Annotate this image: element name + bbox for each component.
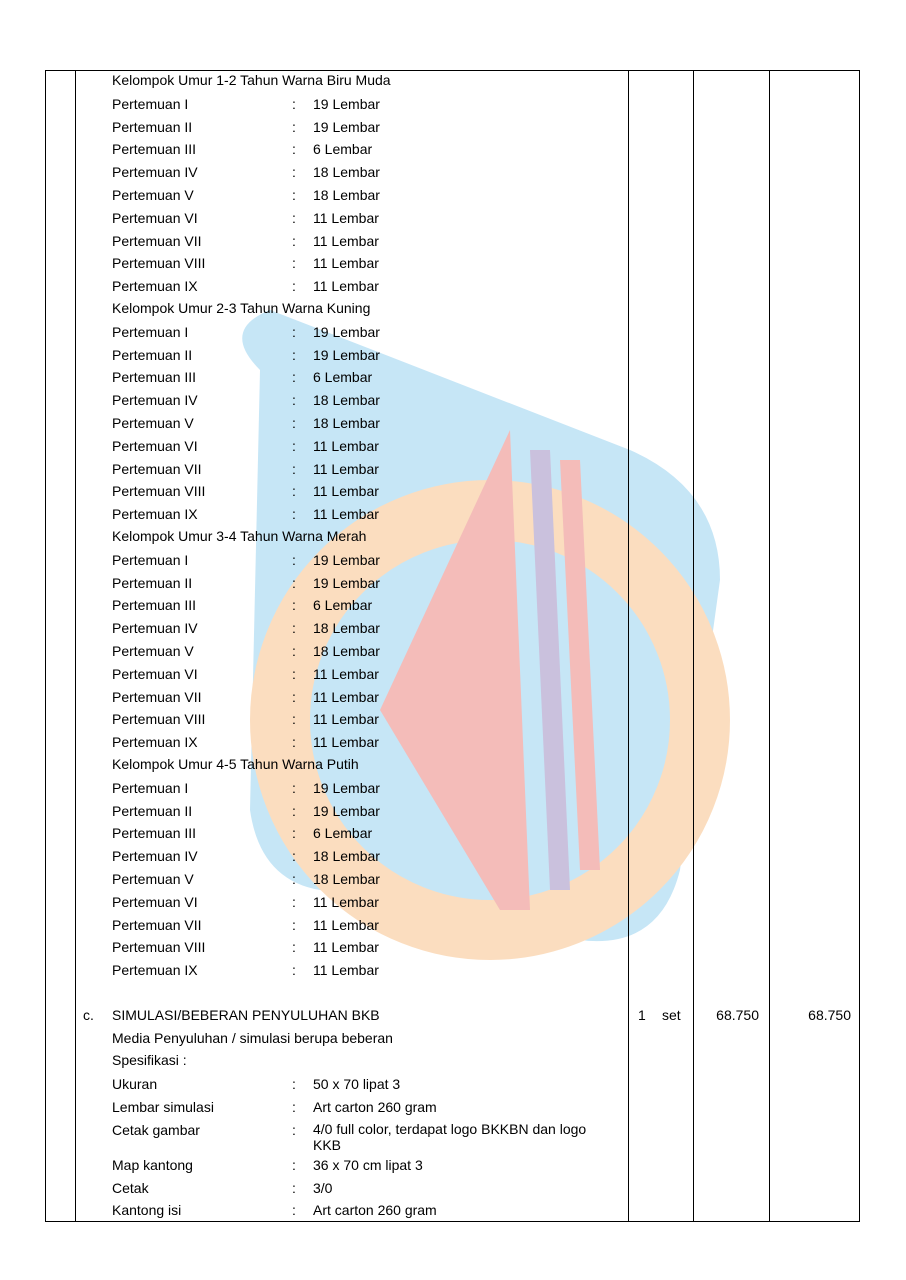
list-item [46, 665, 859, 687]
list-item [46, 733, 859, 755]
colon-separator: : [292, 1121, 296, 1138]
colon-separator: : [292, 437, 296, 454]
list-item [46, 847, 859, 869]
colon-separator: : [292, 825, 296, 842]
item-value: 11 Lembar [313, 506, 379, 523]
item-value: 19 Lembar [313, 346, 380, 363]
item-label: Pertemuan VIII [112, 255, 206, 272]
items-table [45, 70, 860, 1222]
item-value: 11 Lembar [313, 962, 379, 979]
item-label: Pertemuan II [112, 802, 193, 819]
list-item [46, 642, 859, 664]
item-label: Pertemuan IV [112, 164, 198, 181]
item-label: Pertemuan VI [112, 893, 198, 910]
list-item [46, 688, 859, 710]
list-item [46, 186, 859, 208]
item-label: Pertemuan VII [112, 916, 202, 933]
colon-separator: : [292, 141, 296, 158]
spec-value: 36 x 70 cm lipat 3 [313, 1156, 423, 1173]
item-label: Pertemuan IX [112, 962, 198, 979]
group-heading: Kelompok Umur 1-2 Tahun Warna Biru Muda [112, 72, 391, 88]
item-value: 18 Lembar [313, 187, 380, 203]
item-label: Pertemuan I [112, 779, 189, 796]
item-label: Pertemuan III [112, 369, 197, 386]
item-total-price: 68.750 [808, 1006, 851, 1023]
group-heading: Kelompok Umur 2-3 Tahun Warna Kuning [112, 300, 371, 316]
colon-separator: : [292, 164, 296, 181]
item-value: 6 Lembar [313, 597, 373, 614]
colon-separator: : [292, 1179, 296, 1196]
item-value: 11 Lembar [313, 916, 379, 933]
list-item [46, 209, 859, 231]
item-quantity: 1 [638, 1006, 646, 1023]
item-label: Pertemuan III [112, 597, 197, 614]
spec-label: Cetak [112, 1179, 149, 1196]
table-content [46, 71, 859, 1221]
list-item [46, 232, 859, 254]
colon-separator: : [292, 369, 296, 386]
colon-separator: : [292, 665, 296, 682]
item-value: 6 Lembar [313, 141, 373, 158]
item-label: Pertemuan IX [112, 734, 198, 751]
colon-separator: : [292, 802, 296, 819]
colon-separator: : [292, 711, 296, 728]
group-heading: Kelompok Umur 3-4 Tahun Warna Merah [112, 528, 367, 544]
item-label: Pertemuan VII [112, 460, 202, 477]
item-description: Media Penyuluhan / simulasi berupa beberan [112, 1029, 393, 1046]
spec-row [46, 1179, 859, 1201]
item-value: 11 Lembar [313, 734, 379, 751]
item-label: Pertemuan III [112, 825, 197, 842]
list-item [46, 140, 859, 162]
colon-separator: : [292, 1099, 296, 1115]
item-value: 11 Lembar [313, 278, 379, 295]
item-label: Pertemuan V [112, 187, 194, 203]
colon-separator: : [292, 232, 296, 249]
item-label: Pertemuan IX [112, 278, 198, 295]
colon-separator: : [292, 95, 296, 112]
item-label: Pertemuan II [112, 346, 193, 363]
item-label: Pertemuan VIII [112, 711, 206, 728]
colon-separator: : [292, 392, 296, 409]
spec-row [46, 1156, 859, 1178]
spec-label: Ukuran [112, 1076, 158, 1093]
item-label: Pertemuan V [112, 643, 194, 659]
colon-separator: : [292, 346, 296, 363]
item-value: 11 Lembar [313, 665, 379, 682]
item-label: Pertemuan IV [112, 620, 198, 637]
item-value: 18 Lembar [313, 415, 380, 431]
item-value: 19 Lembar [313, 323, 380, 340]
item-value: 6 Lembar [313, 369, 373, 386]
item-label: Pertemuan VII [112, 688, 202, 705]
list-item [46, 95, 859, 117]
list-item [46, 460, 859, 482]
colon-separator: : [292, 620, 296, 637]
list-item [46, 574, 859, 596]
item-label: Pertemuan VIII [112, 483, 206, 500]
item-label: Pertemuan V [112, 871, 194, 887]
list-item [46, 368, 859, 390]
colon-separator: : [292, 118, 296, 135]
item-value: 11 Lembar [313, 893, 379, 910]
item-value: 11 Lembar [313, 688, 379, 705]
list-item [46, 779, 859, 801]
item-value: 11 Lembar [313, 209, 379, 226]
item-value: 6 Lembar [313, 825, 373, 842]
colon-separator: : [292, 187, 296, 203]
item-unit: set [662, 1006, 681, 1023]
item-label: Pertemuan VI [112, 665, 198, 682]
item-label: Pertemuan VIII [112, 939, 206, 956]
item-unit-price: 68.750 [716, 1006, 759, 1023]
colon-separator: : [292, 1202, 296, 1219]
colon-separator: : [292, 643, 296, 659]
item-title: SIMULASI/BEBERAN PENYULUHAN BKB [112, 1006, 380, 1023]
list-item [46, 938, 859, 960]
colon-separator: : [292, 848, 296, 865]
item-label: Pertemuan V [112, 415, 194, 431]
colon-separator: : [292, 415, 296, 431]
colon-separator: : [292, 278, 296, 295]
spec-row [46, 1098, 859, 1120]
item-label: Pertemuan IX [112, 506, 198, 523]
colon-separator: : [292, 597, 296, 614]
spec-label: Lembar simulasi [112, 1099, 214, 1115]
list-item [46, 346, 859, 368]
spec-value: 4/0 full color, terdapat logo BKKBN dan logo KKB [313, 1120, 587, 1153]
colon-separator: : [292, 916, 296, 933]
list-item [46, 437, 859, 459]
item-value: 19 Lembar [313, 551, 380, 568]
item-value: 18 Lembar [313, 620, 380, 637]
spec-label: Cetak gambar [112, 1121, 200, 1138]
colon-separator: : [292, 255, 296, 272]
colon-separator: : [292, 939, 296, 956]
item-label: Pertemuan I [112, 323, 189, 340]
item-value: 19 Lembar [313, 118, 380, 135]
item-value: 11 Lembar [313, 437, 379, 454]
item-value: 11 Lembar [313, 711, 379, 728]
item-label: Pertemuan IV [112, 392, 198, 409]
item-value: 19 Lembar [313, 802, 380, 819]
item-label: Pertemuan I [112, 551, 189, 568]
colon-separator: : [292, 209, 296, 226]
spec-value: Art carton 260 gram [313, 1202, 437, 1219]
list-item [46, 391, 859, 413]
list-item [46, 710, 859, 732]
colon-separator: : [292, 871, 296, 887]
colon-separator: : [292, 506, 296, 523]
colon-separator: : [292, 460, 296, 477]
list-item [46, 824, 859, 846]
colon-separator: : [292, 734, 296, 751]
list-item [46, 254, 859, 276]
item-value: 11 Lembar [313, 483, 379, 500]
colon-separator: : [292, 483, 296, 500]
spec-value: Art carton 260 gram [313, 1099, 437, 1115]
spec-label: Kantong isi [112, 1202, 182, 1219]
list-item [46, 551, 859, 573]
list-item [46, 870, 859, 892]
list-item [46, 893, 859, 915]
item-label: Pertemuan II [112, 574, 193, 591]
list-item [46, 619, 859, 641]
item-value: 11 Lembar [313, 939, 379, 956]
item-value: 18 Lembar [313, 164, 380, 181]
spec-row [46, 1075, 859, 1097]
spec-row [46, 1201, 859, 1223]
spec-label: Map kantong [112, 1156, 193, 1173]
list-item [46, 802, 859, 824]
list-item [46, 961, 859, 983]
item-label: Pertemuan I [112, 95, 189, 112]
item-value: 18 Lembar [313, 392, 380, 409]
item-label: Pertemuan IV [112, 848, 198, 865]
list-item [46, 414, 859, 436]
spec-row [46, 1120, 859, 1153]
colon-separator: : [292, 779, 296, 796]
spec-value: 3/0 [313, 1179, 333, 1196]
item-value: 19 Lembar [313, 95, 380, 112]
list-item [46, 505, 859, 527]
list-item [46, 277, 859, 299]
item-value: 11 Lembar [313, 232, 379, 249]
item-value: 18 Lembar [313, 848, 380, 865]
item-value: 18 Lembar [313, 643, 380, 659]
item-value: 18 Lembar [313, 871, 380, 887]
colon-separator: : [292, 323, 296, 340]
item-letter: c. [83, 1006, 94, 1023]
list-item [46, 118, 859, 140]
item-value: 19 Lembar [313, 574, 380, 591]
item-label: Pertemuan III [112, 141, 197, 158]
colon-separator: : [292, 688, 296, 705]
spec-heading: Spesifikasi : [112, 1052, 187, 1069]
item-value: 11 Lembar [313, 255, 379, 272]
colon-separator: : [292, 962, 296, 979]
list-item [46, 916, 859, 938]
colon-separator: : [292, 1156, 296, 1173]
list-item [46, 323, 859, 345]
colon-separator: : [292, 1076, 296, 1093]
item-label: Pertemuan VI [112, 209, 198, 226]
list-item [46, 163, 859, 185]
list-item [46, 596, 859, 618]
item-value: 19 Lembar [313, 779, 380, 796]
item-value: 11 Lembar [313, 460, 379, 477]
item-label: Pertemuan VI [112, 437, 198, 454]
colon-separator: : [292, 551, 296, 568]
group-heading: Kelompok Umur 4-5 Tahun Warna Putih [112, 756, 359, 772]
spec-value: 50 x 70 lipat 3 [313, 1076, 401, 1093]
item-label: Pertemuan II [112, 118, 193, 135]
list-item [46, 482, 859, 504]
colon-separator: : [292, 574, 296, 591]
item-label: Pertemuan VII [112, 232, 202, 249]
colon-separator: : [292, 893, 296, 910]
